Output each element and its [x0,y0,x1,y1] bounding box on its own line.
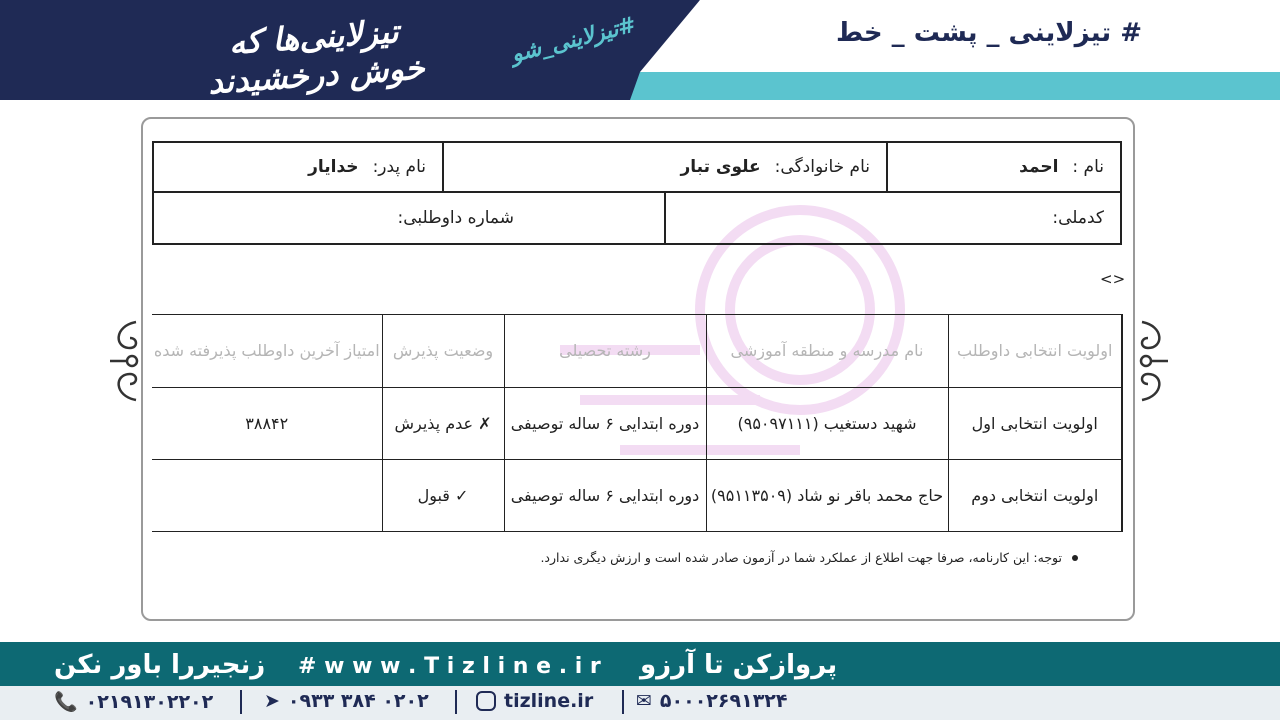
row1-priority: اولویت انتخابی اول [948,388,1122,460]
note-text: توجه: این کارنامه، صرفا جهت اطلاع از عملکرد شما در آزمون صادر شده است و ارزش دیگری ندارد. [540,550,1062,565]
family-cell [444,143,888,191]
hashtag-show: #تیزلاینی_شو [508,13,636,68]
table-row [152,388,1122,460]
header-priority: اولویت انتخابی داوطلب [948,315,1122,388]
header-banner [0,0,1280,100]
row2-score [152,460,382,532]
header-field: رشته تحصیلی [504,315,706,388]
row1-score: ۳۸۸۴۲ [152,388,382,460]
footer-website-text: w w w . T i z l i n e . i r [324,654,601,679]
footer-divider [455,690,457,714]
candidate-no-label: شماره داوطلبی: [397,208,514,228]
footer-instagram-text: tizline.ir [504,690,594,712]
row2-status-accept: ✓ قبول [382,460,504,532]
candidate-no-cell [154,193,666,243]
family-label: نام خانوادگی: [774,157,870,177]
family-value: علوی تبار [680,157,761,177]
name-cell [888,143,1120,191]
name-value: احمد [1019,157,1059,177]
father-label: نام پدر: [372,157,426,177]
header-status: وضعیت پذیرش [382,315,504,388]
table-row [152,460,1122,532]
national-id-label: کدملی: [1052,208,1104,228]
header-school: نام مدرسه و منطقه آموزشی [706,315,948,388]
code-marker: <> [1100,270,1126,288]
telegram-icon: ➤ [264,690,280,712]
footer-slogan-left: زنجیررا باور نکن [54,650,266,680]
student-info-row-2 [152,193,1122,245]
footer-telegram-text: ۰۹۳۳ ۳۸۴ ۰۲۰۲ [287,690,429,712]
bullet-icon [1072,555,1078,561]
row2-priority: اولویت انتخابی دوم [948,460,1122,532]
envelope-icon: ✉ [636,690,652,712]
row2-field: دوره ابتدایی ۶ ساله توصیفی [504,460,706,532]
results-table [152,314,1123,532]
row2-school: حاج محمد باقر نو شاد (۹۵۱۱۳۵۰۹) [706,460,948,532]
footer-telegram[interactable] [264,690,429,712]
ornament-right-icon [1136,318,1172,404]
footer-phone[interactable] [54,690,213,713]
hash-icon: # [298,654,317,679]
row1-status-reject: ✗ عدم پذیرش [382,388,504,460]
footer-sms-text: ۵۰۰۰۲۶۹۱۳۲۴ [659,690,788,712]
student-info-row-1 [152,141,1122,193]
header-slogan: تیزلاینی‌ها که خوش درخشیدند [206,12,426,102]
footer-slogan-right: پروازکن تا آرزو [640,650,838,680]
ornament-left-icon [106,318,142,404]
footer-website[interactable] [298,654,601,679]
row1-field: دوره ابتدایی ۶ ساله توصیفی [504,388,706,460]
footer-sms[interactable] [636,690,788,712]
name-label: نام : [1072,157,1104,177]
father-value: خدایار [308,157,359,177]
footer-divider [240,690,242,714]
row1-school: شهید دستغیب (۹۵۰۹۷۱۱۱) [706,388,948,460]
national-id-cell [666,193,1120,243]
footer-instagram[interactable] [476,690,593,712]
header-score: امتیاز آخرین داوطلب پذیرفته شده [152,315,382,388]
instagram-icon [476,691,496,711]
header-background [0,0,1280,100]
father-cell [154,143,444,191]
table-header-row [152,315,1122,388]
note [540,550,1078,565]
footer-divider [622,690,624,714]
phone-icon: 📞 [54,691,78,713]
footer-phone-text: ۰۲۱۹۱۳۰۲۲۰۲ [85,690,214,713]
hashtag-title: # تیزلاینی _ پشت _ خط [836,18,1142,48]
